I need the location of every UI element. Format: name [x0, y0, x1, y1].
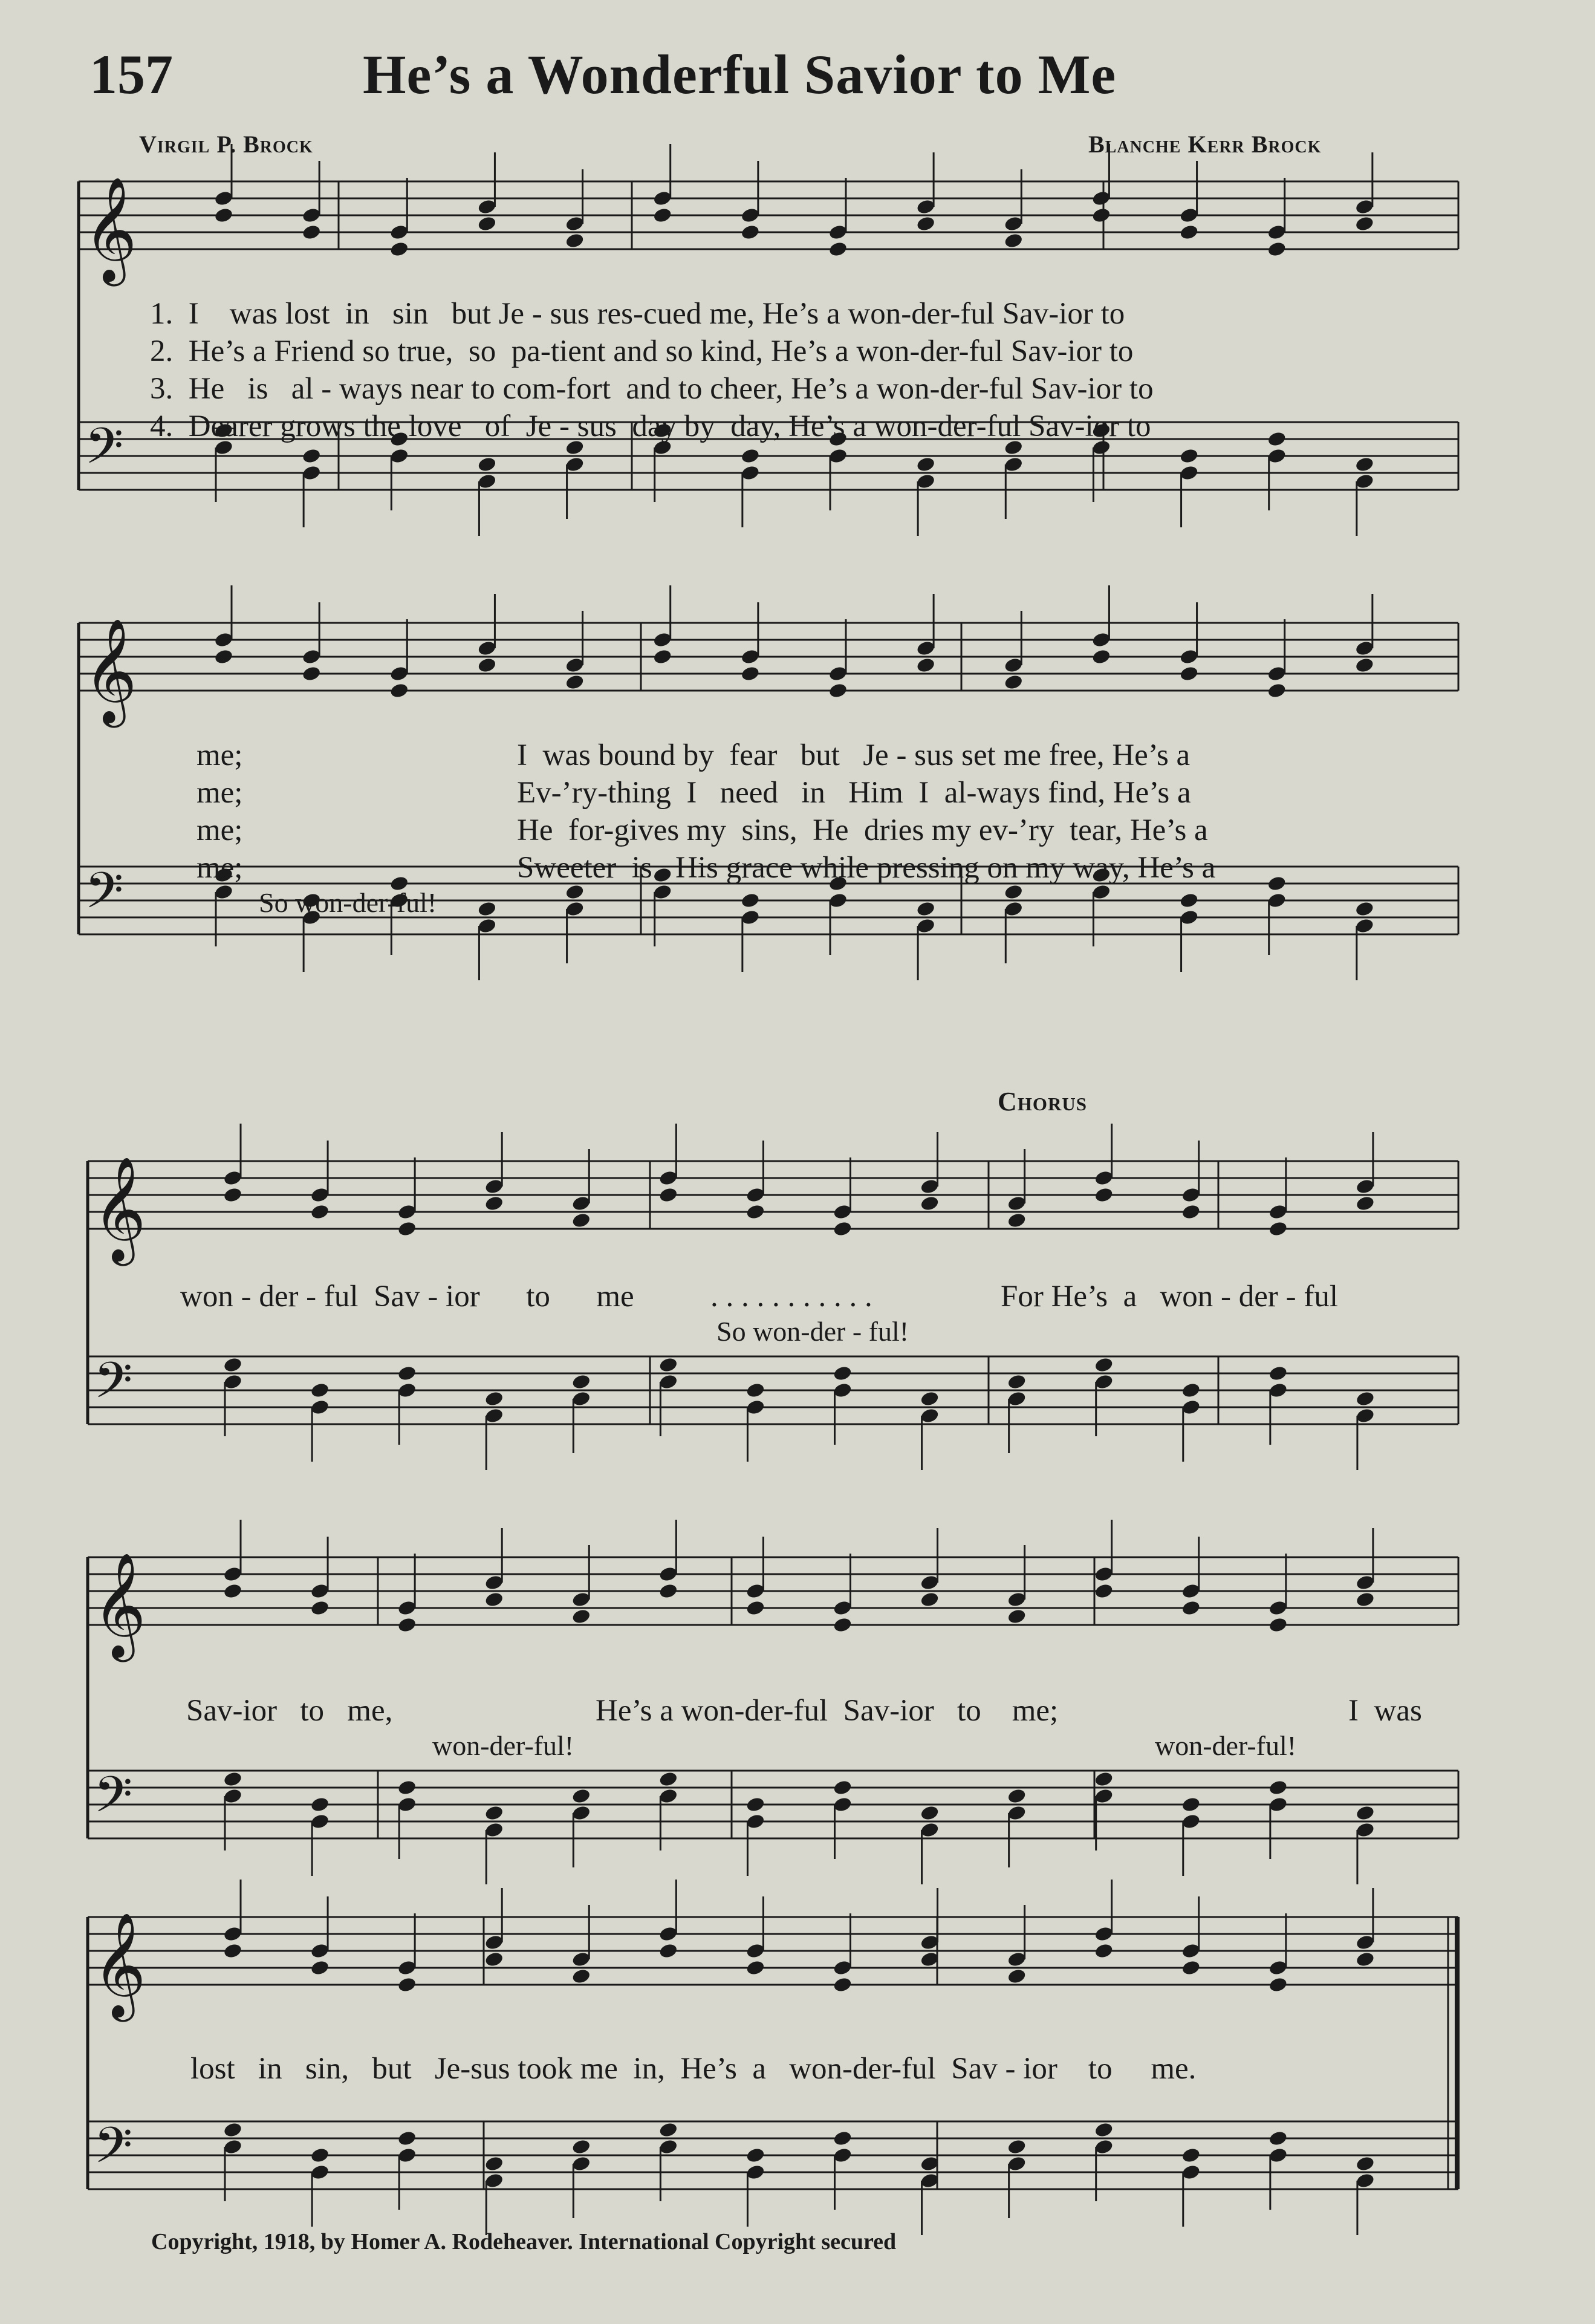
line4-lyric-c: I was [1348, 1694, 1422, 1728]
svg-text:𝄞: 𝄞 [93, 1156, 146, 1261]
verse3-line2: He for-gives my sins, He dries my ev-’ry tear, He’s a [517, 813, 1208, 847]
svg-text:𝄞: 𝄞 [83, 177, 137, 282]
svg-text:𝄞: 𝄞 [83, 618, 137, 723]
echo-so-wonderful-2: So won-der - ful! [716, 1316, 909, 1347]
svg-text:𝄢: 𝄢 [94, 2116, 133, 2187]
verse4-line2-start: me; [197, 851, 243, 885]
verse1-line2-start: me; [197, 738, 243, 772]
svg-text:𝄢: 𝄢 [85, 417, 124, 487]
line3-dots: . . . . . . . . . . . [710, 1280, 872, 1313]
echo-wonderful-4: won-der-ful! [1155, 1730, 1297, 1761]
verse1-line1: 1. I was lost in sin but Je - sus res-cued me, He’s a won-der-ful Sav-ior to [150, 297, 1125, 331]
verse2-line1: 2. He’s a Friend so true, so pa-tient and so kind, He’s a won-der-ful Sav-ior to [150, 334, 1134, 368]
hymn-title: He’s a Wonderful Savior to Me [363, 44, 1117, 105]
hymn-number: 157 [89, 44, 173, 105]
composer-credit: Blanche Kerr Brock [1088, 131, 1322, 158]
lyricist-credit: Virgil P. Brock [139, 131, 313, 158]
verse3-line1: 3. He is al - ways near to com-fort and to cheer, He’s a won-der-ful Sav-ior to [150, 372, 1154, 406]
svg-text:𝄞: 𝄞 [93, 1912, 146, 2017]
verse4-line2: Sweeter is His grace while pressing on my way, He’s a [517, 851, 1216, 885]
line4-lyric-b: He’s a won-der-ful Sav-ior to me; [596, 1694, 1059, 1728]
svg-text:𝄞: 𝄞 [93, 1552, 146, 1658]
verse2-line2-start: me; [197, 776, 243, 810]
verse4-line1: 4. Dearer grows the love of Je - sus day by day, He’s a won-der-ful Sav-ior to [150, 409, 1151, 443]
echo-wonderful-3: won-der-ful! [432, 1730, 574, 1761]
line3-lyric: won - der - ful Sav - ior to me [180, 1280, 634, 1313]
svg-text:𝄢: 𝄢 [94, 1351, 133, 1422]
line5-lyric: lost in sin, but Je-sus took me in, He’s a won-der-ful Sav - ior to me. [190, 2052, 1197, 2086]
verse3-line2-start: me; [197, 813, 243, 847]
echo-so-wonderful-1: So won-der-ful! [259, 887, 437, 918]
verse2-line2: Ev-’ry-thing I need in Him I al-ways find, He’s a [517, 776, 1191, 810]
svg-text:𝄢: 𝄢 [85, 861, 124, 932]
copyright-notice: Copyright, 1918, by Homer A. Rodeheaver. International Copyright secured [151, 2229, 897, 2254]
verse1-line2: I was bound by fear but Je - sus set me free, He’s a [517, 738, 1191, 772]
line3-chorus-lyric: For He’s a won - der - ful [1001, 1280, 1339, 1313]
chorus-label: Chorus [998, 1087, 1088, 1116]
svg-text:𝄢: 𝄢 [94, 1765, 133, 1836]
line4-lyric-a: Sav-ior to me, [186, 1694, 393, 1728]
